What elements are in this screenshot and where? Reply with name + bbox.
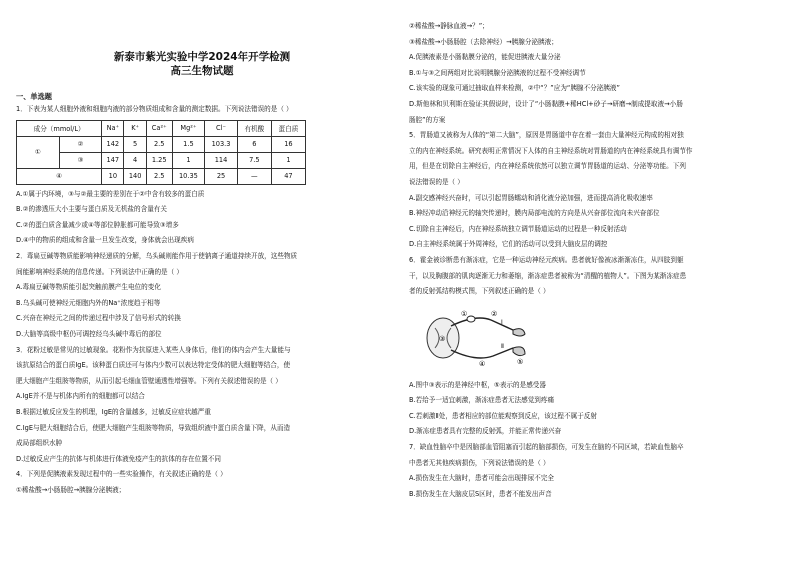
diagram-label-I: Ⅰ <box>501 318 503 326</box>
option-a: A.①属于内环境，③与②最主要的差别在于②中含有较多的蛋白质 <box>16 189 205 198</box>
option-d: D.过敏反应产生的抗体与机体进行体液免疫产生的抗体的存在位置不同 <box>16 454 221 463</box>
question-5-stem: 说法错误的是（ ） <box>409 177 464 186</box>
option-a: A.促胰液素是小肠黏膜分泌的，能促进胰液大量分泌 <box>409 53 561 62</box>
option-b: B.①与③之间两组对比说明胰腺分泌胰液的过程不受神经调节 <box>409 68 586 77</box>
table-cell: 16 <box>271 136 305 152</box>
table-header-cell: Na⁺ <box>102 120 124 136</box>
table-cell: 147 <box>102 152 124 168</box>
table-cell: 1 <box>172 152 205 168</box>
diagram-label-5: ⑤ <box>517 357 524 366</box>
table-header-cell: Mg²⁺ <box>172 120 205 136</box>
option-d: D.④中的物质的组成和含量一旦发生改变，身体就会出现疾病 <box>16 236 194 245</box>
question-4-item-3: ③稀盐酸→小肠肠腔（去除神经）→胰腺分泌胰液； <box>409 37 558 46</box>
table-cell: — <box>237 168 271 184</box>
table-header-cell: 蛋白质 <box>271 120 305 136</box>
table-cell: 2.5 <box>146 136 172 152</box>
diagram-label-4: ④ <box>479 359 486 368</box>
exam-title: 新泰市紫光实验中学2024年开学检测 <box>113 51 291 63</box>
option-c: C.②的蛋白质含量减少或④等部位肿胀都可能导致③增多 <box>16 220 179 229</box>
option-b: B.根据过敏反应发生的机理，IgE的含量越多，过敏反应症状越严重 <box>16 407 211 416</box>
table-cell: 1 <box>271 152 305 168</box>
table-row <box>17 136 306 152</box>
question-2-stem: 间能影响神经系统的信息传递。下列说法中正确的是（ ） <box>16 267 183 276</box>
question-4-stem: 4．下列是促胰液素发现过程中的一些实验操作，有关叙述正确的是（ ） <box>16 470 227 479</box>
table-row <box>17 168 306 184</box>
option-a: A.图中③表示的是神经中枢，⑤表示的是感受器 <box>409 380 546 389</box>
option-d: D.自主神经系统属于外周神经，它们的活动可以受到大脑皮层的调控 <box>409 240 608 249</box>
table-cell: ② <box>59 136 102 152</box>
option-a: A.毒扁豆碱等物质能引起突触前膜产生电位的变化 <box>16 283 161 292</box>
reflex-arc-svg <box>421 304 531 374</box>
option-d: D.斯他林和贝利斯在验证其假说时，设计了“小肠黏膜+稀HCl+砂子→研磨→制成提取液→小肠 <box>409 99 683 108</box>
question-3-stem: 该抗原结合的蛋白质IgE。该种蛋白质还可与体内少数可以表达特定受体的肥大细胞等结合，使 <box>16 361 291 370</box>
table-cell: 1.5 <box>172 136 205 152</box>
question-5-stem: 5．胃肠道又被称为人体的“第二大脑”，原因是胃肠道中存在着一套由大量神经元构成的相对独 <box>409 131 684 140</box>
question-6-stem: 干，以及胸腹部的肌肉逐渐无力和萎缩，渐冻症患者被称为“清醒的植物人”。下图为某渐冻症患 <box>409 271 687 280</box>
table-cell: 10 <box>102 168 124 184</box>
option-c: C.切除自主神经后，内在神经系统独立调节肠道运动的过程是一种反射活动 <box>409 224 627 233</box>
option-c: C.IgE与肥大细胞结合后，使肥大细胞产生组胺等物质，导致组织液中蛋白质含量下降，从而造 <box>16 423 291 432</box>
option-b: B.损伤发生在大脑皮层S区时，患者不能发出声音 <box>409 489 552 498</box>
option-c: C.该实验的现象可通过抽取血样来检测，②中“？”应为“胰腺不分泌胰液” <box>409 84 620 93</box>
option-a: A.副交感神经兴奋时，可以引起胃肠蠕动和消化液分泌加强，进而提高消化吸收速率 <box>409 193 653 202</box>
table-cell: 6 <box>237 136 271 152</box>
ganglion-shape <box>467 316 475 322</box>
table-cell: 103.3 <box>205 136 238 152</box>
question-4-item-1: ①稀盐酸→小肠肠腔→胰腺分泌胰液； <box>16 485 126 494</box>
option-a: A.IgE并不是与机体内所有的细胞都可以结合 <box>16 392 145 401</box>
table-cell: ③ <box>59 152 102 168</box>
option-d: D.渐冻症患者具有完整的反射弧，并能正常传递兴奋 <box>409 427 562 436</box>
section-heading: 一、单选题 <box>16 92 52 101</box>
table-cell: 5 <box>124 136 146 152</box>
table-cell: 7.5 <box>237 152 271 168</box>
question-1-stem: 1．下表为某人细胞外液和细胞内液的部分物质组成和含量的测定数据。下列说法错误的是（ ） <box>16 105 293 113</box>
question-2-stem: 2．毒扁豆碱等物质能影响神经递质的分解，乌头碱则能作用于使钠离子通道持续开放，这些物质 <box>16 251 298 260</box>
option-c: C.若刺激Ⅱ处，患者相应的部位能观察到反应，该过程不属于反射 <box>409 411 597 420</box>
option-a: A.损伤发生在大脑时，患者可能会出现排尿不完全 <box>409 474 554 483</box>
table-header-cell: Cl⁻ <box>205 120 238 136</box>
option-c-continued: 成局部组织水肿 <box>16 439 63 448</box>
table-cell: 25 <box>205 168 238 184</box>
table-header-cell: Ca²⁺ <box>146 120 172 136</box>
table-cell: ④ <box>17 168 102 184</box>
option-b: B.若给予一适宜刺激，渐冻症患者无法感觉到疼痛 <box>409 396 555 405</box>
table-row <box>17 152 306 168</box>
option-b: B.神经冲动沿神经元的轴突传递时，膜内局部电流的方向是从兴奋部位流向未兴奋部位 <box>409 209 660 218</box>
exam-subtitle: 高三生物试题 <box>170 65 234 77</box>
option-c: C.兴奋在神经元之间的传递过程中涉及了信号形式的转换 <box>16 314 181 323</box>
table-cell: 114 <box>205 152 238 168</box>
table-cell: 4 <box>124 152 146 168</box>
table-header-row <box>17 120 306 136</box>
table-cell: ① <box>17 136 60 168</box>
diagram-label-2: ② <box>491 309 498 318</box>
option-d: D.大脑等高级中枢仍可调控经乌头碱中毒后的部位 <box>16 329 162 338</box>
afferent-pathway <box>451 318 513 330</box>
table-cell: 47 <box>271 168 305 184</box>
question-5-stem: 立的内在神经系统。研究表明正常情况下人体的自主神经系统对胃肠道的内在神经系统具有调节作 <box>409 146 693 155</box>
option-b: B.乌头碱可使神经元细胞内外的Na⁺浓度趋于相等 <box>16 298 161 307</box>
right-column <box>409 0 781 502</box>
question-4-item-2: ②稀盐酸→静脉血液→？”； <box>409 22 489 30</box>
question-7-stem: 7．缺血性脑卒中是因脑部血管阻塞而引起的脑部损伤，可发生在脑的不同区域，若缺血性脑卒 <box>409 443 684 452</box>
option-d-continued: 肠腔”的方案 <box>409 115 446 124</box>
table-cell: 142 <box>102 136 124 152</box>
table-cell: 10.35 <box>172 168 205 184</box>
question-6-stem: 6．霍金被诊断患有渐冻症，它是一种运动神经元疾病。患者就好像被冰渐渐冻住，从四肢到躯 <box>409 255 684 264</box>
question-3-stem: 3．花粉过敏是常见的过敏现象。花粉作为抗原进入某些人身体后，他们的体内会产生大量能与 <box>16 345 291 354</box>
diagram-label-1: ① <box>461 309 468 318</box>
table-cell: 1.25 <box>146 152 172 168</box>
table-cell: 140 <box>124 168 146 184</box>
receptor-shape <box>513 328 525 335</box>
option-b: B.②的渗透压大小主要与蛋白质及无机盐的含量有关 <box>16 205 167 214</box>
effector-shape <box>513 347 525 356</box>
question-3-stem: 肥大细胞产生组胺等物质，从而引起毛细血管壁通透性增强等。下列有关叙述错误的是（ ） <box>16 376 282 385</box>
left-column <box>16 0 388 498</box>
question-7-stem: 中患者无其他疾病损伤，下列说法错误的是（ ） <box>409 458 550 467</box>
diagram-label-II: Ⅱ <box>501 342 504 350</box>
table-header-cell: 成分（mmol/L） <box>17 120 102 136</box>
table-header-cell: 有机酸 <box>237 120 271 136</box>
reflex-arc-diagram <box>421 304 531 374</box>
table-header-cell: K⁺ <box>124 120 146 136</box>
question-1-table <box>16 120 306 185</box>
diagram-label-3: ③ <box>439 334 446 343</box>
table-cell: 2.5 <box>146 168 172 184</box>
question-5-stem: 用，但是在切除自主神经后，内在神经系统依然可以独立调节胃肠道的运动、分泌等功能。下列 <box>409 162 686 171</box>
question-6-stem: 者的反射弧结构模式图，下列叙述正确的是（ ） <box>409 287 550 296</box>
